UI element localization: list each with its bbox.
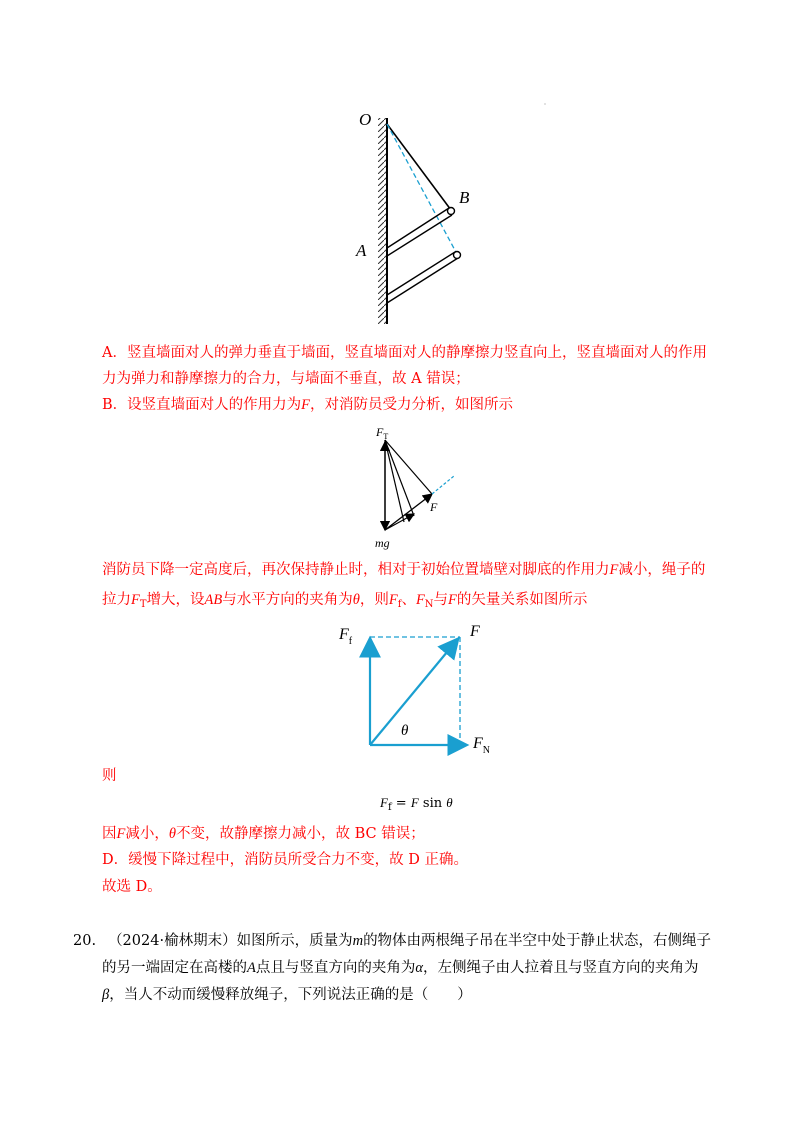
svg-text:F: F xyxy=(470,623,480,640)
label-b: B xyxy=(459,188,470,207)
option-a-line1: A．竖直墙面对人的弹力垂直于墙面，竖直墙面对人的静摩擦力竖直向上，竖直墙面对人的作用 xyxy=(102,345,707,361)
option-d-line: D．缓慢下降过程中，消防员所受合力不变，故 D 正确。 xyxy=(102,852,468,868)
label-a: A xyxy=(356,241,367,260)
para1-line1: 消防员下降一定高度后，再次保持静止时，相对于初始位置墙壁对脚底的作用力F减小，绳子的 xyxy=(102,562,706,578)
then-text: 则 xyxy=(102,768,117,784)
conclusion-line: 因F减小，θ不变，故静摩擦力减小，故 BC 错误； xyxy=(102,826,425,842)
para1-line2: 拉力$F_T$增大，设AB与水平方向的夹角为θ，则$F_f$、$F_N$与F的矢量关系如图所示 xyxy=(102,592,588,610)
q20-line3: β，当人不动而缓慢释放绳子，下列说法正确的是（ ） xyxy=(102,987,472,1003)
svg-text:Ff: $F_f$ xyxy=(339,626,353,647)
formula: $F_f = F$ sin θ xyxy=(380,795,453,813)
f-diagonal xyxy=(370,640,457,745)
answer-line: 故选 D。 xyxy=(102,879,162,895)
q20-line1: 20. （2024·榆林期末）如图所示，质量为m的物体由两根绳子吊在半空中处于静止状态，右侧绳子 xyxy=(73,933,712,949)
svg-text:θ: θ xyxy=(401,723,409,739)
option-b-line: B．设竖直墙面对人的作用力为F，对消防员受力分析，如图所示 xyxy=(102,397,514,413)
svg-text:F: F xyxy=(430,500,438,514)
svg-text:FN: $F_N$ xyxy=(473,735,491,756)
svg-text:FT: $F_T$ xyxy=(376,425,389,441)
svg-text:mg: mg xyxy=(375,536,390,550)
label-o: O xyxy=(359,110,372,129)
q20-line2: 的另一端固定在高楼的A点且与竖直方向的夹角为α，左侧绳子由人拉着且与竖直方向的夹角为 xyxy=(102,960,699,976)
option-a-line2: 力为弹力和静摩擦力的合力，与墙面不垂直，故 A 错误； xyxy=(102,371,470,387)
